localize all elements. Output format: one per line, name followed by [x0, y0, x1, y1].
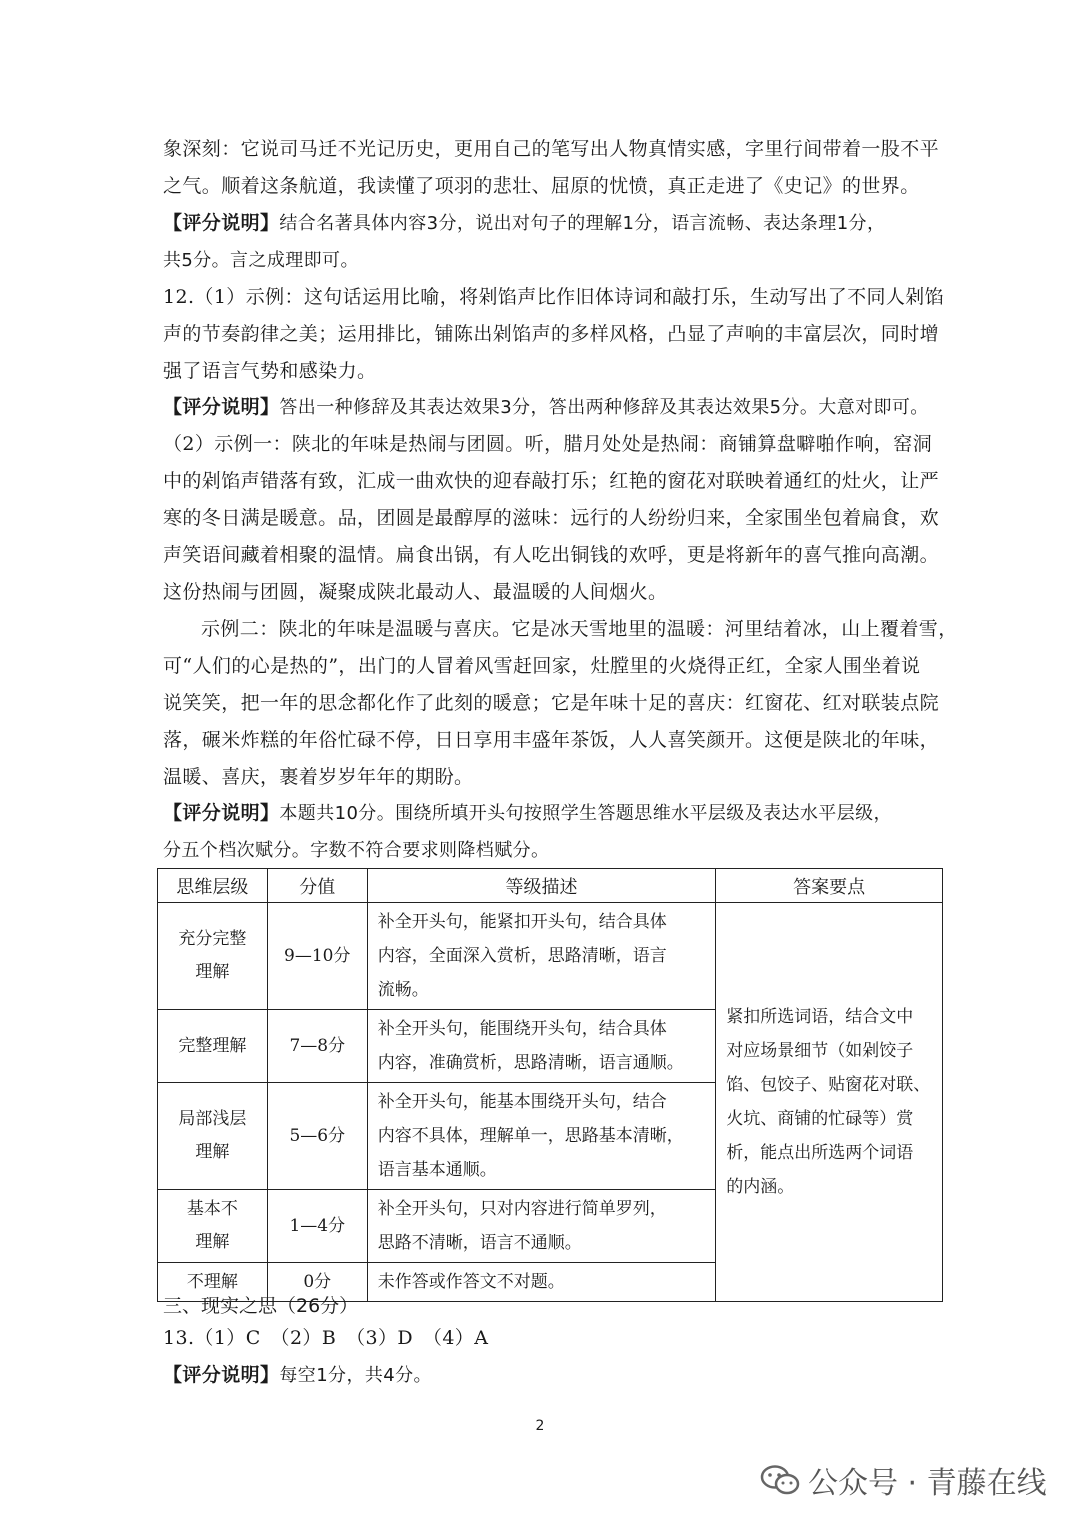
scoring-note-12-2: [163, 795, 923, 869]
level-text: 基本不: [186, 1199, 238, 1219]
level-cell: [158, 1083, 268, 1190]
section-heading-3: 三、现实之思（26分）: [163, 1295, 359, 1317]
description-text: 补全开头句，能基本围绕开头句，结合: [377, 1092, 667, 1112]
level-text: 理解: [195, 1142, 230, 1162]
description-text: 内容，准确赏析，思路清晰，语言通顺。: [377, 1053, 684, 1073]
description-cell: [367, 1083, 716, 1190]
wechat-icon: [760, 1464, 800, 1496]
text-line: 这份热闹与团圆，凝聚成陕北最动人、最温暖的人间烟火。: [163, 581, 668, 603]
table-header-row: [158, 869, 943, 903]
scoring-note-label: 【评分说明】: [163, 1364, 280, 1386]
text-line: 示例二：陕北的年味是温暖与喜庆。它是冰天雪地里的温暖：河里结着冰，山上覆着雪，: [201, 618, 958, 640]
level-text: 理解: [195, 1232, 230, 1252]
description-text: 思路不清晰，语言不通顺。: [377, 1233, 582, 1253]
column-header: 答案要点: [716, 869, 943, 903]
text-line: 说笑笑，把一年的思念都化作了此刻的暖意；它是年味十足的喜庆：红窗花、红对联装点院: [163, 692, 940, 714]
description-text: 补全开头句，能紧扣开头句，结合具体: [377, 912, 667, 932]
scoring-note-text: 结合名著具体内容3分，说出对句子的理解1分，语言流畅、表达条理1分，: [279, 213, 886, 234]
description-cell: 未作答或作答文不对题。: [367, 1263, 716, 1302]
text-line: 温暖、喜庆，裹着岁岁年年的期盼。: [163, 766, 474, 788]
description-cell: [367, 1190, 716, 1263]
scoring-note-text: 共5分。言之成理即可。: [163, 250, 359, 271]
text-line: 象深刻：它说司马迁不光记历史，更用自己的笔写出人物真情实感，字里行间带着一股不平: [163, 138, 940, 160]
answer-11-continued: [163, 131, 940, 205]
level-cell: 完整理解: [158, 1010, 268, 1083]
score-cell: 9—10分: [267, 903, 367, 1010]
answer-12-2-example-1: [163, 426, 940, 611]
scoring-rubric-table: [157, 868, 943, 1302]
column-header: 等级描述: [367, 869, 716, 903]
text-line: 落，碾米炸糕的年俗忙碌不停，日日享用丰盛年茶饭，人人喜笑颜开。这便是陕北的年味，: [163, 729, 940, 751]
description-text: 内容，全面深入赏析，思路清晰，语言: [377, 946, 667, 966]
description-text: 补全开头句，只对内容进行简单罗列，: [377, 1199, 667, 1219]
text-line: 可“人们的心是热的”，出门的人冒着风雪赶回家，灶膛里的火烧得正红，全家人围坐着说: [163, 655, 921, 677]
text-line: 中的剁馅声错落有致，汇成一曲欢快的迎春敲打乐；红艳的窗花对联映着通红的灶火，让严: [163, 470, 940, 492]
description-text: 语言基本通顺。: [377, 1160, 497, 1180]
score-cell: 1—4分: [267, 1190, 367, 1263]
scoring-note-12-1: [163, 389, 929, 426]
scoring-note-11: [163, 205, 923, 279]
text-line: （2）示例一：陕北的年味是热闹与团圆。听，腊月处处是热闹：商铺算盘噼啪作响，窑洞: [163, 433, 933, 455]
level-text: 充分完整: [178, 929, 247, 949]
description-cell: [367, 903, 716, 1010]
text-line: 13.（1）C （2）B （3）D （4）A: [163, 1327, 489, 1349]
key-text: 紧扣所选词语，结合文中: [726, 1007, 914, 1027]
column-header: 分值: [267, 869, 367, 903]
answer-12-2-example-2: [163, 611, 958, 796]
level-cell: 不理解: [158, 1263, 268, 1302]
level-cell: [158, 1190, 268, 1263]
description-text: 内容不具体，理解单一，思路基本清晰，: [377, 1126, 684, 1146]
score-cell: 0分: [267, 1263, 367, 1302]
answer-13: [163, 1320, 923, 1357]
description-text: 流畅。: [377, 980, 429, 1000]
watermark-text: 公众号 · 青藤在线: [808, 1466, 1047, 1501]
column-header: 思维层级: [158, 869, 268, 903]
description-cell: [367, 1010, 716, 1083]
key-text: 析，能点出所选两个词语: [726, 1143, 914, 1163]
level-cell: [158, 903, 268, 1010]
scoring-note-text: 每空1分，共4分。: [279, 1365, 432, 1386]
scoring-note-label: 【评分说明】: [163, 212, 280, 234]
scoring-note-text: 答出一种修辞及其表达效果3分，答出两种修辞及其表达效果5分。大意对即可。: [279, 397, 929, 418]
page-number: 2: [535, 1418, 545, 1434]
key-text: 的内涵。: [726, 1177, 795, 1197]
table-row: [158, 903, 943, 1010]
scoring-note-13: [163, 1357, 923, 1394]
text-line: 强了语言气势和感染力。: [163, 360, 377, 382]
level-text: 理解: [195, 962, 230, 982]
score-cell: 7—8分: [267, 1010, 367, 1083]
scoring-note-label: 【评分说明】: [163, 396, 280, 418]
level-text: 局部浅层: [178, 1109, 247, 1129]
answer-key-cell: [716, 903, 943, 1302]
wechat-watermark: [760, 1458, 1047, 1502]
answer-12-1: [163, 279, 945, 390]
text-line: 声笑语间藏着相聚的温情。扁食出锅，有人吃出铜钱的欢呼，更是将新年的喜气推向高潮。: [163, 544, 940, 566]
text-line: 寒的冬日满是暖意。品，团圆是最醇厚的滋味：远行的人纷纷归来，全家围坐包着扁食，欢: [163, 507, 940, 529]
text-line: 之气。顺着这条航道，我读懂了项羽的悲壮、屈原的忧愤，真正走进了《史记》的世界。: [163, 175, 920, 197]
scoring-note-text: 分五个档次赋分。字数不符合要求则降档赋分。: [163, 840, 550, 861]
key-text: 火坑、商铺的忙碌等）赏: [726, 1109, 914, 1129]
text-line: 12.（1）示例：这句话运用比喻，将剁馅声比作旧体诗词和敲打乐，生动写出了不同人剁馅: [163, 286, 945, 308]
key-text: 馅、包饺子、贴窗花对联、: [726, 1075, 931, 1095]
scoring-note-text: 本题共10分。围绕所填开头句按照学生答题思维水平层级及表达水平层级，: [279, 803, 892, 824]
scoring-note-label: 【评分说明】: [163, 802, 280, 824]
text-line: 声的节奏韵律之美；运用排比，铺陈出剁馅声的多样风格，凸显了声响的丰富层次，同时增: [163, 323, 940, 345]
score-cell: 5—6分: [267, 1083, 367, 1190]
key-text: 对应场景细节（如剁饺子: [726, 1041, 914, 1061]
description-text: 补全开头句，能围绕开头句，结合具体: [377, 1019, 667, 1039]
